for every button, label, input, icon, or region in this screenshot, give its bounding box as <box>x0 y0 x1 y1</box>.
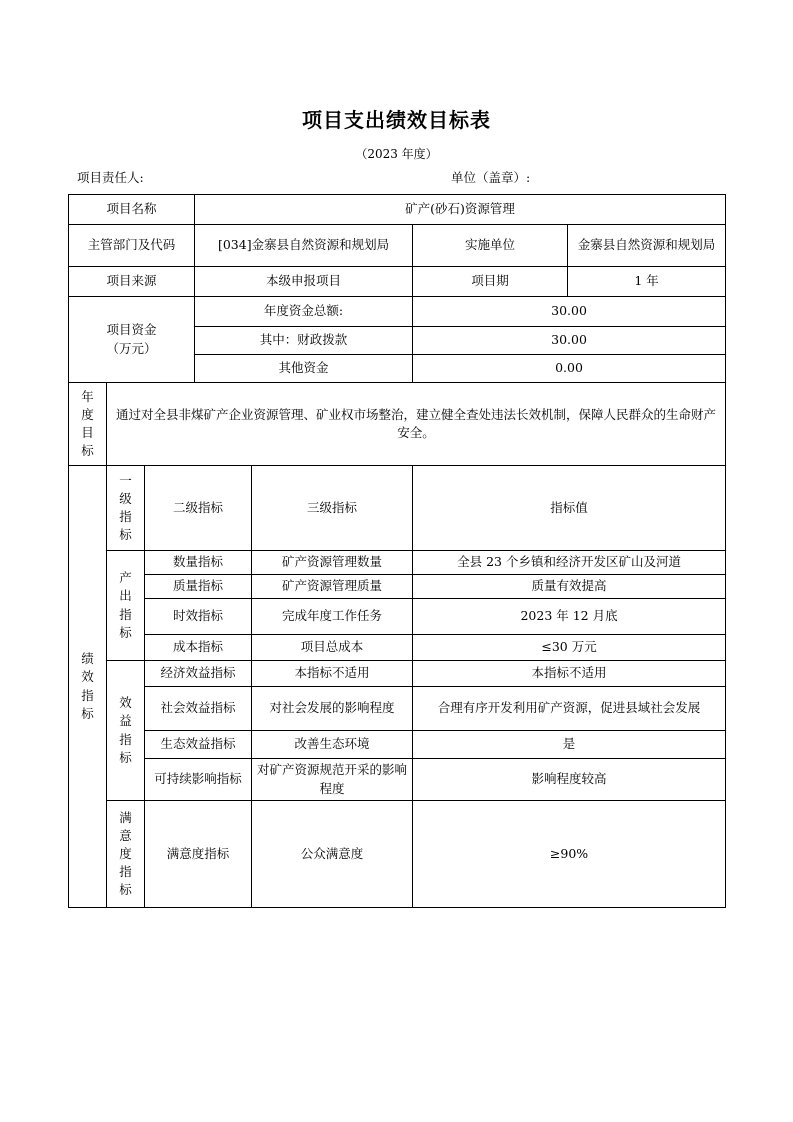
annual-total-value: 30.00 <box>413 297 726 327</box>
dept-code-value: [034]金寨县自然资源和规划局 <box>195 225 413 267</box>
performance-indicator-label-text: 绩效指标 <box>81 651 94 721</box>
year-subtitle: （2023 年度） <box>355 147 438 161</box>
satisfaction-indicator-label <box>107 801 145 908</box>
output-row-l3: 矿产资源管理数量 <box>252 551 413 575</box>
project-source-label: 项目来源 <box>69 267 195 297</box>
benefit-row-l2: 生态效益指标 <box>145 731 252 759</box>
annual-goal-label-text: 年度目标 <box>81 388 94 459</box>
level3-header: 三级指标 <box>252 466 413 551</box>
performance-indicator-label <box>69 466 107 908</box>
output-row-value: 2023 年 12 月底 <box>413 599 726 635</box>
annual-goal-text: 通过对全县非煤矿产企业资源管理、矿业权市场整治，建立健全查处违法长效机制，保障人民群众的生命财产安全。 <box>107 383 726 466</box>
fiscal-funds-value: 30.00 <box>413 327 726 355</box>
output-row-l3: 矿产资源管理质量 <box>252 575 413 599</box>
dept-code-label: 主管部门及代码 <box>69 225 195 267</box>
project-period-label: 项目期 <box>413 267 568 297</box>
output-row-l3: 项目总成本 <box>252 635 413 661</box>
project-name-value: 矿产(砂石)资源管理 <box>195 195 726 225</box>
output-row-value: 全县 23 个乡镇和经济开发区矿山及河道 <box>413 551 726 575</box>
benefit-indicator-label-text: 效益指标 <box>119 695 132 765</box>
benefit-row-l2: 经济效益指标 <box>145 661 252 687</box>
benefit-row-l2: 社会效益指标 <box>145 687 252 731</box>
output-row-l3: 完成年度工作任务 <box>252 599 413 635</box>
project-funds-label-text: 项目资金（万元） <box>106 322 157 356</box>
output-row-l2: 成本指标 <box>145 635 252 661</box>
performance-target-table <box>68 194 726 908</box>
impl-unit-label: 实施单位 <box>413 225 568 267</box>
level1-header-text: 一级指标 <box>119 472 132 543</box>
page-title: 项目支出绩效目标表 <box>302 108 491 132</box>
satisfaction-value: ≥90% <box>413 801 726 908</box>
satisfaction-l3: 公众满意度 <box>252 801 413 908</box>
benefit-row-l3: 改善生态环境 <box>252 731 413 759</box>
benefit-row-value: 本指标不适用 <box>413 661 726 687</box>
responsible-person-label: 项目责任人: <box>77 170 144 185</box>
impl-unit-value: 金寨县自然资源和规划局 <box>568 225 726 267</box>
benefit-row-l3: 对矿产资源规范开采的影响程度 <box>252 759 413 801</box>
project-name-label: 项目名称 <box>69 195 195 225</box>
benefit-row-l3: 对社会发展的影响程度 <box>252 687 413 731</box>
output-row-l2: 数量指标 <box>145 551 252 575</box>
other-funds-label: 其他资金 <box>195 355 413 383</box>
level2-header: 二级指标 <box>145 466 252 551</box>
benefit-row-l2: 可持续影响指标 <box>145 759 252 801</box>
unit-seal-label: 单位（盖章）: <box>451 170 531 185</box>
output-row-value: 质量有效提高 <box>413 575 726 599</box>
benefit-row-value: 合理有序开发利用矿产资源，促进县域社会发展 <box>413 687 726 731</box>
benefit-row-value: 是 <box>413 731 726 759</box>
satisfaction-l2: 满意度指标 <box>145 801 252 908</box>
fiscal-funds-label: 其中：财政拨款 <box>195 327 413 355</box>
project-source-value: 本级申报项目 <box>195 267 413 297</box>
benefit-row-l3: 本指标不适用 <box>252 661 413 687</box>
output-row-value: ≤30 万元 <box>413 635 726 661</box>
annual-goal-label <box>69 383 107 466</box>
other-funds-value: 0.00 <box>413 355 726 383</box>
satisfaction-indicator-label-text: 满意度指标 <box>119 809 132 898</box>
output-indicator-label <box>107 551 145 661</box>
project-funds-label <box>69 297 195 383</box>
annual-total-label: 年度资金总额: <box>195 297 413 327</box>
project-period-value: 1 年 <box>568 267 726 297</box>
level1-header <box>107 466 145 551</box>
value-header: 指标值 <box>413 466 726 551</box>
output-row-l2: 质量指标 <box>145 575 252 599</box>
output-indicator-label-text: 产出指标 <box>119 570 132 640</box>
benefit-indicator-label <box>107 661 145 801</box>
output-row-l2: 时效指标 <box>145 599 252 635</box>
benefit-row-value: 影响程度较高 <box>413 759 726 801</box>
